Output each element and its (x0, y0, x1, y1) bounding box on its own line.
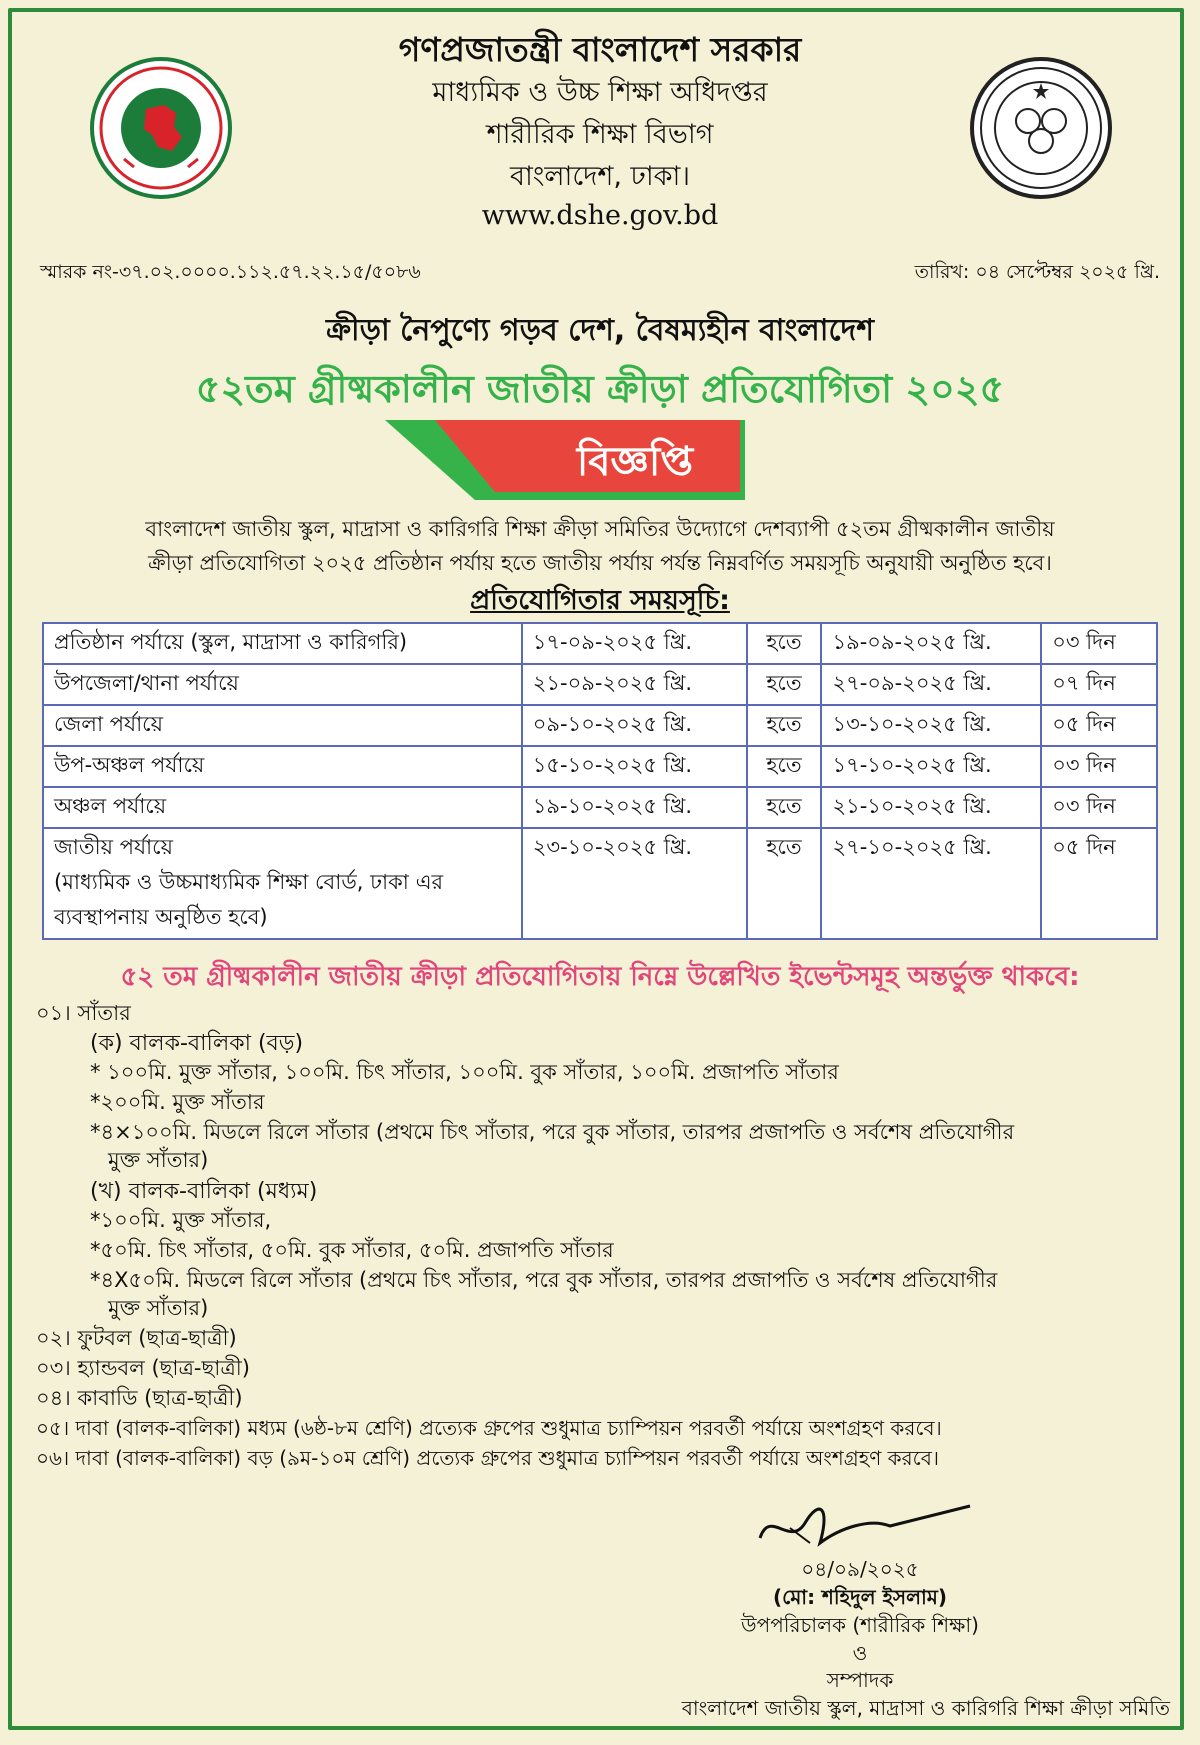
schedule-from-date: ১৯-১০-২০২৫ খ্রি. (522, 787, 747, 828)
schedule-from-date: ১৫-১০-২০২৫ খ্রি. (522, 746, 747, 787)
schedule-level-cell (43, 664, 522, 705)
schedule-table (42, 622, 1158, 940)
table-row (43, 787, 1157, 828)
event-swimming-junior-item-3: *৪X৫০মি. মিডলে রিলে সাঁতার (প্রথমে চিৎ সাঁতার, পরে বুক সাঁতার, তারপর প্রজাপতি ও সর্বশেষ প্রতিযোগীর (90, 1268, 998, 1292)
schedule-duration: ০৩ দিন (1041, 746, 1157, 787)
table-row (43, 623, 1157, 664)
event-swimming-senior-item-3: *৪×১০০মি. মিডলে রিলে সাঁতার (প্রথমে চিৎ সাঁতার, পরে বুক সাঁতার, তারপর প্রজাপতি ও সর্বশেষ প্রতিযোগীর (90, 1120, 1015, 1144)
govt-title: গণপ্রজাতন্ত্রী বাংলাদেশ সরকার (398, 30, 802, 69)
schedule-to-date: ১৯-০৯-২০২৫ খ্রি. (821, 623, 1041, 664)
schedule-separator: হতে (747, 705, 822, 746)
event-swimming-senior: (ক) বালক-বালিকা (বড়) (90, 1031, 304, 1056)
memo-number: স্মারক নং-৩৭.০২.০০০০.১১২.৫৭.২২.১৫/৫০৮৬ (40, 261, 421, 283)
event-swimming: ০১। সাঁতার (36, 1001, 131, 1025)
event-swimming-junior-item-2: *৫০মি. চিৎ সাঁতার, ৫০মি. বুক সাঁতার, ৫০মি. প্রজাপতি সাঁতার (90, 1238, 614, 1262)
event-swimming-senior-item-1: * ১০০মি. মুক্ত সাঁতার, ১০০মি. চিৎ সাঁতার, ১০০মি. বুক সাঁতার, ১০০মি. প্রজাপতি সাঁতার (90, 1060, 839, 1084)
signatory-and: ও (852, 1641, 868, 1665)
location: বাংলাদেশ, ঢাকা। (509, 161, 691, 192)
event-chess-senior: ০৬। দাবা (বালক-বালিকা) বড় (৯ম-১০ম শ্রেণি) প্রত্যেক গ্রুপের শুধুমাত্র চ্যাম্পিয়ন পরবর্তী পর্যায়ে অংশগ্রহণ করবে। (36, 1446, 939, 1470)
intro-line-1: বাংলাদেশ জাতীয় স্কুল, মাদ্রাসা ও কারিগরি শিক্ষা ক্রীড়া সমিতির উদ্যোগে দেশব্যাপী ৫২তম গ্রীষ্মকালীন জাতীয় (145, 517, 1055, 541)
intro-line-2: ক্রীড়া প্রতিযোগিতা ২০২৫ প্রতিষ্ঠান পর্যায় হতে জাতীয় পর্যায় পর্যন্ত নিম্নবর্ণিত সময়সূচি অনুযায়ী অনুষ্ঠিত হবে। (148, 551, 1052, 575)
schedule-separator: হতে (747, 664, 822, 705)
schedule-from-date: ২৩-১০-২০২৫ খ্রি. (522, 828, 747, 939)
schedule-duration: ০৩ দিন (1041, 787, 1157, 828)
schedule-level-text: উপ-অঞ্চল পর্যায়ে (54, 753, 205, 777)
schedule-level-text: অঞ্চল পর্যায়ে (54, 794, 167, 818)
schedule-separator: হতে (747, 746, 822, 787)
signatory-role: সম্পাদক (826, 1668, 894, 1692)
schedule-duration: ০৫ দিন (1041, 828, 1157, 939)
memo-date: তারিখ: ০৪ সেপ্টেম্বর ২০২৫ খ্রি. (914, 261, 1160, 283)
slogan: ক্রীড়া নৈপুণ্যে গড়ব দেশ, বৈষম্যহীন বাংলাদেশ (325, 313, 875, 348)
event-swimming-junior-item-3-cont: মুক্ত সাঁতার) (108, 1296, 209, 1320)
schedule-from-date: ০৯-১০-২০২৫ খ্রি. (522, 705, 747, 746)
event-swimming-senior-item-2: *২০০মি. মুক্ত সাঁতার (90, 1090, 265, 1114)
schedule-to-date: ২১-১০-২০২৫ খ্রি. (821, 787, 1041, 828)
government-seal-logo (90, 57, 232, 199)
signatory-organization: বাংলাদেশ জাতীয় স্কুল, মাদ্রাসা ও কারিগরি শিক্ষা ক্রীড়া সমিতি (681, 1696, 1170, 1720)
signatory-name: (মো: শহিদুল ইসলাম) (772, 1585, 948, 1609)
directorate-name: মাধ্যমিক ও উচ্চ শিক্ষা অধিদপ্তর (432, 77, 768, 108)
event-chess-junior: ০৫। দাবা (বালক-বালিকা) মধ্যম (৬ষ্ঠ-৮ম শ্রেণি) প্রত্যেক গ্রুপের শুধুমাত্র চ্যাম্পিয়ন পরবর্তী পর্যায়ে অংশগ্রহণ করবে। (36, 1416, 942, 1440)
schedule-from-date: ২১-০৯-২০২৫ খ্রি. (522, 664, 747, 705)
schedule-to-date: ১৩-১০-২০২৫ খ্রি. (821, 705, 1041, 746)
schedule-level-cell (43, 787, 522, 828)
schedule-to-date: ১৭-১০-২০২৫ খ্রি. (821, 746, 1041, 787)
schedule-separator: হতে (747, 828, 822, 939)
schedule-level-text: ব্যবস্থাপনায় অনুষ্ঠিত হবে) (54, 905, 268, 929)
sports-association-seal-logo (970, 57, 1112, 199)
schedule-to-date: ২৭-১০-২০২৫ খ্রি. (821, 828, 1041, 939)
schedule-separator: হতে (747, 623, 822, 664)
signature-date: ০৪/০৯/২০২৫ (801, 1557, 919, 1581)
signature-scribble (750, 1488, 980, 1558)
events-title: ৫২ তম গ্রীষ্মকালীন জাতীয় ক্রীড়া প্রতিযোগিতায় নিম্নে উল্লেখিত ইভেন্টসমূহ অন্তর্ভুক্ত থাকবে: (120, 962, 1080, 992)
table-row (43, 705, 1157, 746)
schedule-from-date: ১৭-০৯-২০২৫ খ্রি. (522, 623, 747, 664)
schedule-duration: ০৫ দিন (1041, 705, 1157, 746)
schedule-level-cell (43, 828, 522, 939)
event-swimming-senior-item-3-cont: মুক্ত সাঁতার) (108, 1148, 209, 1172)
schedule-level-text: জাতীয় পর্যায়ে (54, 835, 173, 859)
signatory-designation: উপপরিচালক (শারীরিক শিক্ষা) (741, 1613, 979, 1637)
schedule-level-cell (43, 705, 522, 746)
schedule-level-text: উপজেলা/থানা পর্যায়ে (54, 671, 239, 695)
schedule-to-date: ২৭-০৯-২০২৫ খ্রি. (821, 664, 1041, 705)
schedule-level-cell (43, 746, 522, 787)
event-swimming-junior-item-1: *১০০মি. মুক্ত সাঁতার, (90, 1208, 272, 1232)
event-title: ৫২তম গ্রীষ্মকালীন জাতীয় ক্রীড়া প্রতিযোগিতা ২০২৫ (195, 367, 1005, 411)
website-link[interactable]: www.dshe.gov.bd (481, 200, 719, 231)
schedule-level-text: (মাধ্যমিক ও উচ্চমাধ্যমিক শিক্ষা বোর্ড, ঢাকা এর (54, 870, 444, 894)
event-handball: ০৩। হ্যান্ডবল (ছাত্র-ছাত্রী) (36, 1356, 250, 1380)
table-row (43, 828, 1157, 939)
notice-banner (385, 420, 745, 510)
schedule-level-text: প্রতিষ্ঠান পর্যায়ে (স্কুল, মাদ্রাসা ও কারিগরি) (54, 630, 408, 654)
schedule-level-text: জেলা পর্যায়ে (54, 712, 163, 736)
department-name: শারীরিক শিক্ষা বিভাগ (486, 119, 714, 150)
schedule-duration: ০৩ দিন (1041, 623, 1157, 664)
table-row (43, 746, 1157, 787)
notice-label: বিজ্ঞপ্তি (576, 439, 694, 485)
event-kabaddi: ০৪। কাবাডি (ছাত্র-ছাত্রী) (36, 1386, 243, 1410)
event-swimming-junior: (খ) বালক-বালিকা (মধ্যম) (90, 1179, 318, 1204)
event-football: ০২। ফুটবল (ছাত্র-ছাত্রী) (36, 1326, 237, 1350)
table-row (43, 664, 1157, 705)
schedule-level-cell (43, 623, 522, 664)
schedule-duration: ০৭ দিন (1041, 664, 1157, 705)
schedule-separator: হতে (747, 787, 822, 828)
schedule-title: প্রতিযোগিতার সময়সূচি: (470, 585, 730, 616)
